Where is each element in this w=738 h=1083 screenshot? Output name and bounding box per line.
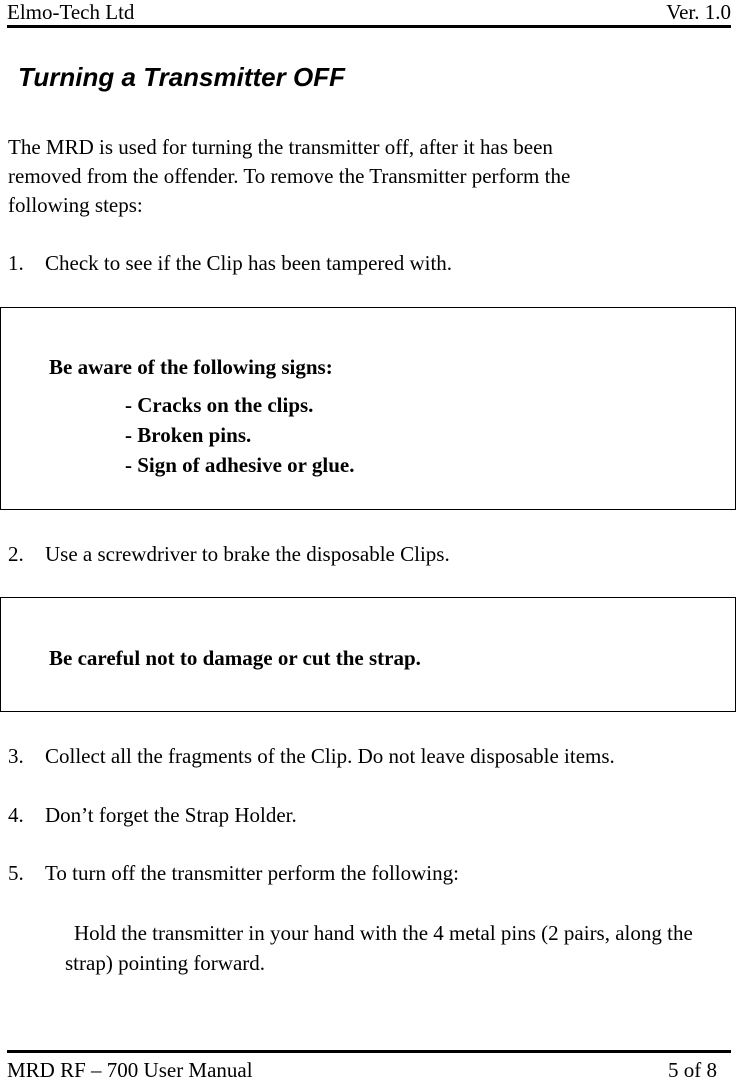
step-number: 4. [8,803,24,827]
step-number: 5. [8,861,24,885]
step-2 [8,542,450,567]
intro-line: The MRD is used for turning the transmitter off, after it has been [8,135,553,159]
step-1 [8,251,452,276]
step-number: 1. [8,251,24,275]
step-text: Collect all the fragments of the Clip. Do not leave disposable items. [45,744,615,768]
caution-text: Be careful not to damage or cut the strap. [49,646,421,670]
intro-paragraph [8,133,733,220]
warning-box [0,307,736,510]
footer-rule [7,1050,731,1053]
step-4 [8,803,297,828]
header-rule [7,25,731,28]
warning-sign: - Broken pins. [125,423,252,447]
page-footer [7,1058,731,1082]
company-name: Elmo-Tech Ltd [7,0,135,24]
warning-sign: - Cracks on the clips. [125,393,314,417]
page-title: Turning a Transmitter OFF [18,62,345,92]
step-text: Don’t forget the Strap Holder. [45,803,297,827]
caution-box [0,597,736,712]
manual-title: MRD RF – 700 User Manual [7,1058,253,1082]
version-label: Ver. 1.0 [666,0,731,24]
step-number: 3. [8,744,24,768]
step-text: Check to see if the Clip has been tampered with. [45,251,453,275]
step-5 [8,861,459,886]
warning-sign: - Sign of adhesive or glue. [125,453,355,477]
step-text: Use a screwdriver to brake the disposable Clips. [45,542,450,566]
intro-line: following steps: [8,193,143,217]
step-3 [8,744,615,769]
intro-line: removed from the offender. To remove the Transmitter perform the [8,164,571,188]
warning-heading: Be aware of the following signs: [49,355,333,379]
page-header [7,0,731,27]
step-text: To turn off the transmitter perform the following: [45,861,459,885]
step-5-detail: Hold the transmitter in your hand with the 4 metal pins (2 pairs, along the strap) pointing forward. [65,921,693,975]
page-number: 5 of 8 [668,1058,717,1082]
step-number: 2. [8,542,24,566]
